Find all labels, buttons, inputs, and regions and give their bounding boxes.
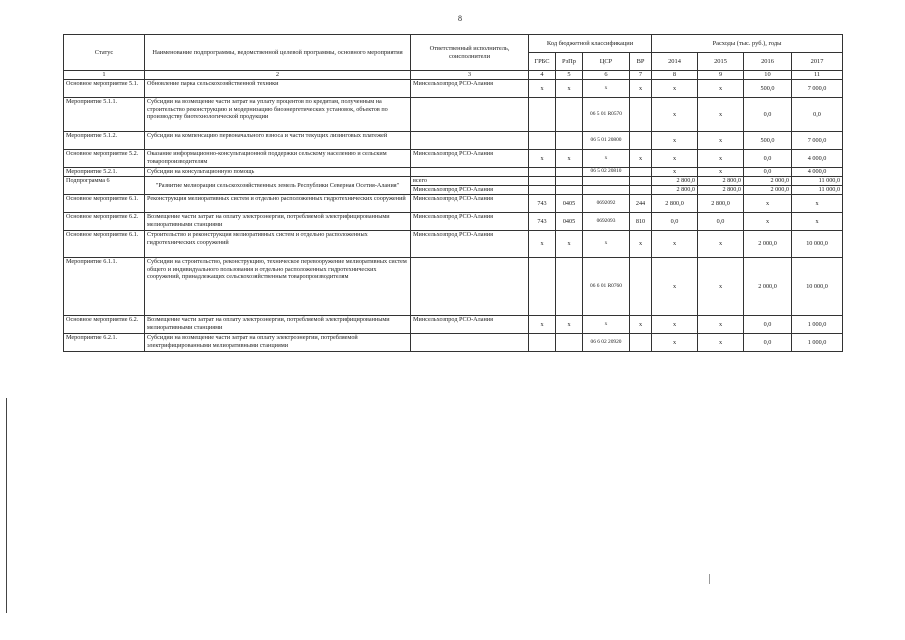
cell-vr: 244 [630, 195, 652, 213]
cell-name: Субсидии на строительство, реконструкцию, техническое перевооружение мелиоративных систем общего и индивидуального пользования и отдельно расположенных гидротехнических сооружений, принадлежащих сельскохозяйственным товаропроизводителям [145, 258, 411, 316]
cell-y2017: 0,0 [792, 98, 843, 132]
cell-vr: х [630, 316, 652, 334]
cell-value: 11 000,0 [792, 177, 843, 186]
table-row [64, 132, 843, 150]
cell-y2017: х [792, 195, 843, 213]
cell-y2014: х [652, 334, 698, 352]
cell-value: 2 800,0 [652, 177, 698, 186]
colnum: 5 [556, 71, 583, 80]
cell-exec [411, 98, 529, 132]
cell-status: Мероприятие 5.1.1. [64, 98, 145, 132]
cell-name: Субсидии на возмещение части затрат на уплату процентов по кредитам, полученным на строительство реконструкцию и модернизацию биоэнергетических установок, объектов по производству биотехнологической продукции [145, 98, 411, 132]
cell-grbs: х [529, 150, 556, 168]
cell-grbs: х [529, 80, 556, 98]
cell-exec: Минсельхозпрод РСО-Алания [411, 231, 529, 258]
cell-y2014: х [652, 98, 698, 132]
cell-name: Субсидии на компенсацию первоначального взноса и части текущих лизинговых платежей [145, 132, 411, 150]
header-name: Наименование подпрограммы, ведомственной целевой программы, основного мероприятия [145, 35, 411, 71]
cell-name: Субсидии на консультационную помощь [145, 168, 411, 177]
cell-y2017: 7 000,0 [792, 80, 843, 98]
cell-status: Основное мероприятие 6.1. [64, 195, 145, 213]
cell-y2015: х [698, 334, 744, 352]
colnum: 10 [744, 71, 792, 80]
cell-name: Возмещение части затрат на оплату электроэнергии, потребляемой электрифицированными мелиоративными станциями [145, 316, 411, 334]
budget-table [63, 34, 843, 352]
table-row [64, 316, 843, 334]
cell-y2014: х [652, 80, 698, 98]
colnum: 1 [64, 71, 145, 80]
header-code-group: Код бюджетной классификации [529, 35, 652, 53]
cell-y2016: 500,0 [744, 132, 792, 150]
cell-y2016: 2 000,0 [744, 258, 792, 316]
cell-y2015: х [698, 98, 744, 132]
table-row [64, 231, 843, 258]
cell-value: 2 800,0 [652, 186, 698, 195]
cell-exec: Минсельхозпрод РСО-Алания [411, 150, 529, 168]
cell-y2014: х [652, 168, 698, 177]
header-vr: ВР [630, 53, 652, 71]
cell-exec: Минсельхозпрод РСО-Алания [411, 80, 529, 98]
header-2016: 2016 [744, 53, 792, 71]
cell-name: "Развитие мелиорации сельскохозяйственных земель Республики Северная Осетия-Алания" [145, 177, 411, 195]
cell-status: Основное мероприятие 5.1. [64, 80, 145, 98]
colnum: 4 [529, 71, 556, 80]
column-numbers-row [64, 71, 843, 80]
cell-y2016: х [744, 195, 792, 213]
cell-status: Мероприятие 6.2.1. [64, 334, 145, 352]
cell-status: Мероприятие 5.1.2. [64, 132, 145, 150]
cell-y2017: х [792, 213, 843, 231]
cell-y2014: 0,0 [652, 213, 698, 231]
table-row [64, 98, 843, 132]
scan-speck [709, 574, 710, 584]
header-expenses-group: Расходы (тыс. руб.), годы [652, 35, 843, 53]
cell-name: Реконструкция мелиоративных систем и отдельно расположенных гидротехнических сооружений [145, 195, 411, 213]
cell-status: Основное мероприятие 6.1. [64, 231, 145, 258]
cell-y2014: х [652, 258, 698, 316]
header-grbs: ГРБС [529, 53, 556, 71]
cell-y2015: х [698, 80, 744, 98]
cell-y2017: 1 000,0 [792, 334, 843, 352]
cell-y2014: х [652, 231, 698, 258]
cell-grbs [529, 168, 556, 177]
cell-grbs: 743 [529, 195, 556, 213]
header-executor: Ответственный исполнитель, соисполнители [411, 35, 529, 71]
cell-y2017: 4 000,0 [792, 150, 843, 168]
cell-y2016: 0,0 [744, 334, 792, 352]
cell-csr: 06 6 02 20920 [583, 334, 630, 352]
cell-rzpr [556, 168, 583, 177]
cell-grbs [529, 132, 556, 150]
cell-value: 2 000,0 [744, 177, 792, 186]
cell-rzpr: х [556, 150, 583, 168]
cell-name: Обновление парка сельскохозяйственной техники [145, 80, 411, 98]
header-csr: ЦСР [583, 53, 630, 71]
cell-y2015: х [698, 231, 744, 258]
page-number: 8 [458, 14, 462, 23]
header-2015: 2015 [698, 53, 744, 71]
cell-name: Возмещение части затрат на оплату электроэнергии, потребляемой электрифицированными мелиоративными станциями [145, 213, 411, 231]
cell-name: Субсидии на возмещение части затрат на оплату электроэнергии, потребляемой электрифицированными мелиоративными станциями [145, 334, 411, 352]
cell-exec [411, 334, 529, 352]
cell-csr: 0692093 [583, 213, 630, 231]
cell-exec [411, 168, 529, 177]
cell-y2015: 2 800,0 [698, 195, 744, 213]
cell-vr: 810 [630, 213, 652, 231]
table-row [64, 195, 843, 213]
cell-grbs [529, 98, 556, 132]
table-row-subprogram-total [64, 177, 843, 186]
cell-y2015: х [698, 316, 744, 334]
cell-y2014: х [652, 150, 698, 168]
cell-name: Строительство и реконструкция мелиоративных систем и отдельно расположенных гидротехнических сооружений [145, 231, 411, 258]
cell-value: 2 800,0 [698, 177, 744, 186]
cell-vr [630, 168, 652, 177]
cell-rzpr: х [556, 231, 583, 258]
scan-edge-mark [6, 398, 7, 613]
cell-y2016: х [744, 213, 792, 231]
cell-y2015: х [698, 258, 744, 316]
cell-rzpr [556, 334, 583, 352]
colnum: 2 [145, 71, 411, 80]
cell-rzpr [556, 258, 583, 316]
cell-csr: 06 5 01 R0570 [583, 98, 630, 132]
table-row [64, 80, 843, 98]
cell-vr: х [630, 150, 652, 168]
cell-y2015: х [698, 132, 744, 150]
cell-rzpr [556, 132, 583, 150]
colnum: 3 [411, 71, 529, 80]
cell-y2017: 4 000,0 [792, 168, 843, 177]
cell-rzpr [556, 98, 583, 132]
cell-y2017: 1 000,0 [792, 316, 843, 334]
cell-rzpr: х [556, 80, 583, 98]
cell-status: Основное мероприятие 5.2. [64, 150, 145, 168]
cell-exec: Минсельхозпрод РСО-Алания [411, 213, 529, 231]
cell-csr: 06 5 02 20810 [583, 168, 630, 177]
cell-y2014: 2 800,0 [652, 195, 698, 213]
table-body-subprogram [64, 177, 843, 195]
cell-y2015: 0,0 [698, 213, 744, 231]
cell-rzpr: х [556, 316, 583, 334]
cell-csr: х [583, 316, 630, 334]
cell-grbs: х [529, 316, 556, 334]
cell-value: 2 800,0 [698, 186, 744, 195]
cell-csr: х [583, 231, 630, 258]
cell-y2016: 2 000,0 [744, 231, 792, 258]
cell-y2015: х [698, 150, 744, 168]
cell-y2014: х [652, 132, 698, 150]
cell-vr: х [630, 80, 652, 98]
cell-csr: 0692092 [583, 195, 630, 213]
colnum: 6 [583, 71, 630, 80]
cell-rzpr: 0405 [556, 195, 583, 213]
cell-executor: Минсельхозпрод РСО-Алания [411, 186, 529, 195]
cell-y2015: х [698, 168, 744, 177]
table-body-section5 [64, 80, 843, 177]
cell-y2017: 10 000,0 [792, 258, 843, 316]
cell-y2016: 0,0 [744, 98, 792, 132]
cell-status: Мероприятие 5.2.1. [64, 168, 145, 177]
cell-status: Подпрограмма 6 [64, 177, 145, 195]
cell-vr [630, 132, 652, 150]
table-body-section6 [64, 195, 843, 352]
cell-y2016: 0,0 [744, 316, 792, 334]
cell-grbs: х [529, 231, 556, 258]
cell-vr: х [630, 231, 652, 258]
colnum: 9 [698, 71, 744, 80]
cell-executor-total: всего [411, 177, 529, 186]
cell-status: Основное мероприятие 6.2. [64, 213, 145, 231]
cell-csr: 06 6 01 R0760 [583, 258, 630, 316]
cell-y2017: 10 000,0 [792, 231, 843, 258]
cell-vr [630, 98, 652, 132]
header-rzpr: РзПр [556, 53, 583, 71]
table-row [64, 258, 843, 316]
cell-status: Основное мероприятие 6.2. [64, 316, 145, 334]
cell-y2016: 500,0 [744, 80, 792, 98]
header-status: Статус [64, 35, 145, 71]
header-2017: 2017 [792, 53, 843, 71]
colnum: 11 [792, 71, 843, 80]
table-row [64, 213, 843, 231]
cell-name: Оказание информационно-консультационной поддержки сельскому населению и сельским товаропроизводителям [145, 150, 411, 168]
cell-y2017: 7 000,0 [792, 132, 843, 150]
colnum: 8 [652, 71, 698, 80]
cell-exec [411, 132, 529, 150]
cell-csr: х [583, 80, 630, 98]
cell-grbs: 743 [529, 213, 556, 231]
cell-y2014: х [652, 316, 698, 334]
cell-vr [630, 258, 652, 316]
cell-y2016: 0,0 [744, 168, 792, 177]
cell-grbs [529, 334, 556, 352]
cell-vr [630, 334, 652, 352]
cell-status: Мероприятие 6.1.1. [64, 258, 145, 316]
table-row [64, 334, 843, 352]
table-row [64, 150, 843, 168]
cell-exec: Минсельхозпрод РСО-Алания [411, 316, 529, 334]
table-row [64, 168, 843, 177]
cell-exec: Минсельхозпрод РСО-Алания [411, 195, 529, 213]
header-2014: 2014 [652, 53, 698, 71]
cell-value: 11 000,0 [792, 186, 843, 195]
cell-rzpr: 0405 [556, 213, 583, 231]
cell-y2016: 0,0 [744, 150, 792, 168]
cell-value: 2 000,0 [744, 186, 792, 195]
cell-csr: 06 5 01 20800 [583, 132, 630, 150]
cell-grbs [529, 258, 556, 316]
colnum: 7 [630, 71, 652, 80]
cell-exec [411, 258, 529, 316]
cell-csr: х [583, 150, 630, 168]
